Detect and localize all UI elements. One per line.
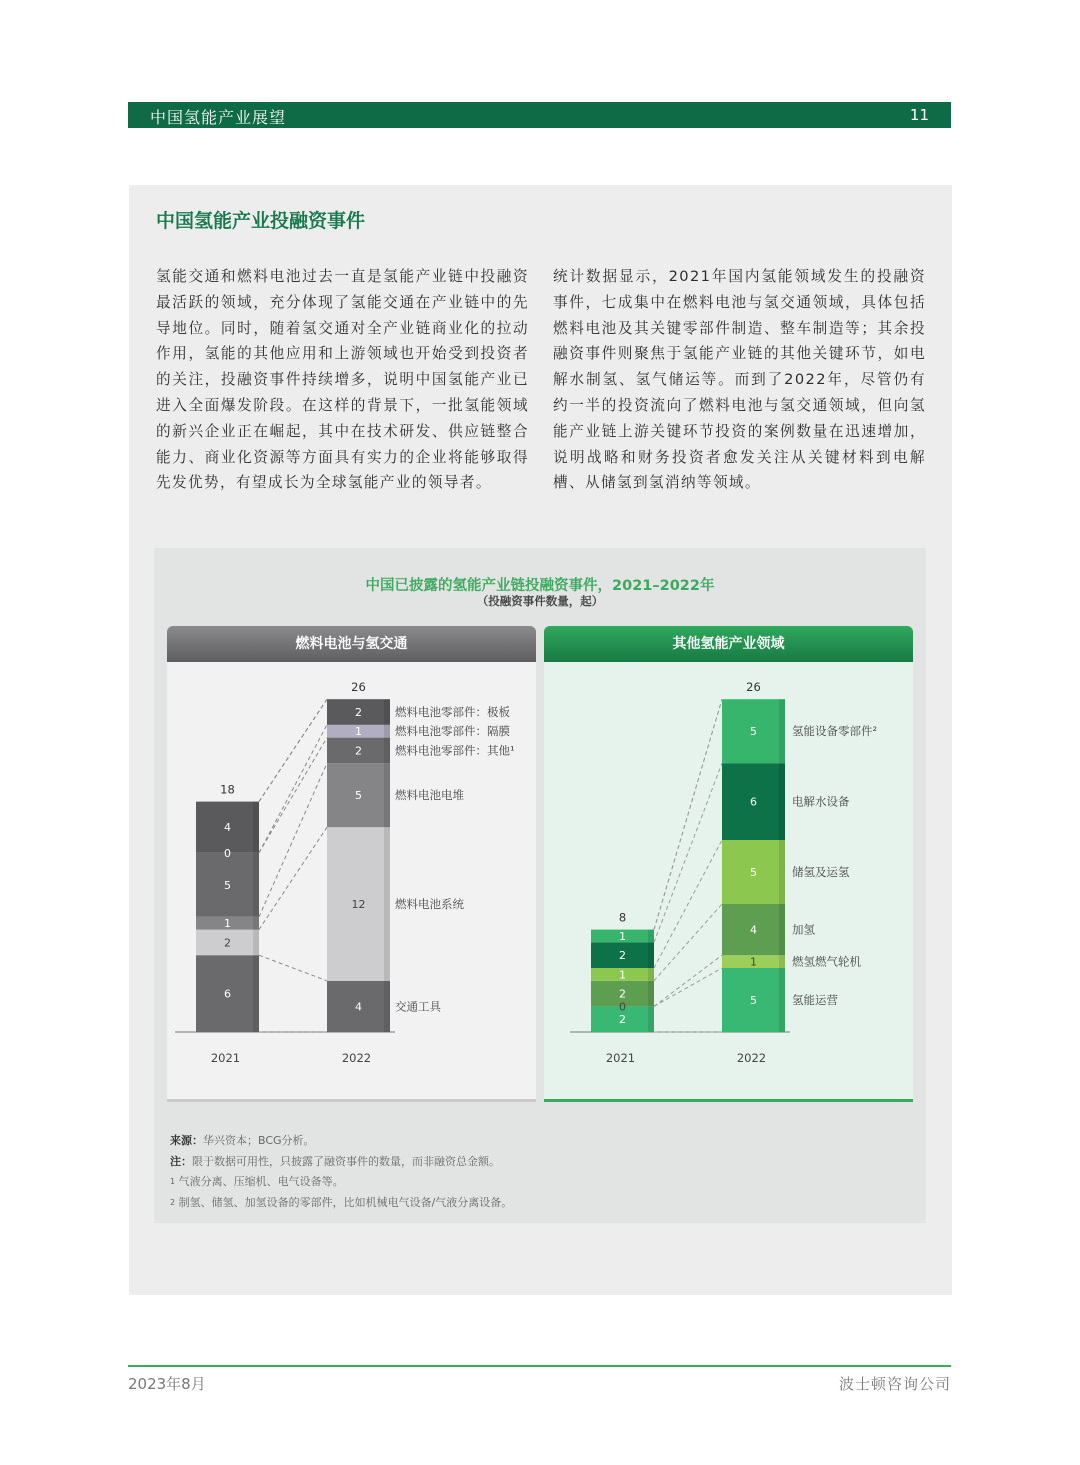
segment-value-label: 1 — [619, 930, 626, 943]
segment-value-label: 2 — [355, 744, 362, 758]
connector-line — [654, 955, 722, 1006]
bar-total-label: 18 — [220, 782, 235, 797]
segment-value-label: 5 — [750, 725, 757, 739]
chart-subtitle: （投融资事件数量，起） — [476, 594, 604, 608]
series-label: 燃料电池电堆 — [395, 788, 464, 803]
segment-value-label: 2 — [619, 987, 626, 1001]
source-note: 来源：华兴资本；BCG分析。 — [170, 1134, 315, 1147]
segment-value-label: 0 — [224, 846, 231, 860]
bar-segment-shade — [253, 802, 259, 853]
segment-value-label: 4 — [355, 1000, 362, 1014]
bar-total-label: 26 — [746, 680, 761, 695]
bar-segment-shade — [648, 1006, 654, 1032]
chart-notes — [170, 1131, 512, 1213]
series-label: 加氢 — [792, 922, 815, 937]
panel-title-fuel-cell: 燃料电池与氢交通 — [167, 626, 536, 662]
bar-segment-shade — [253, 853, 259, 917]
segment-value-label: 5 — [750, 866, 757, 879]
bar-segment-shade — [648, 981, 654, 1007]
segment-value-label: 2 — [619, 949, 626, 963]
segment-value-label: 2 — [224, 936, 231, 950]
series-label: 燃氢燃气轮机 — [792, 954, 861, 969]
segment-value-label: 1 — [224, 917, 231, 931]
paragraph-left: 氢能交通和燃料电池过去一直是氢能产业链中投融资最活跃的领域，充分体现了氢能交通在产业链中的先导地位。同时，随着氢交通对全产业链商业化的拉动作用，氢能的其他应用和上游领域也开始受到投资者的关注，投融资事件持续增多，说明中国氢能产业已进入全面爆发阶段。在这样的背景下，一批氢能领域的新兴企业正在崛起，其中在技术研发、供应链整合能力、商业化资源等方面具有实力的企业将能够取得先发优势，有望成长为全球氢能产业的领导者。 — [156, 268, 529, 492]
connector-line — [259, 725, 327, 853]
bar-segment-shade — [779, 840, 785, 904]
footer-date: 2023年8月 — [128, 1375, 206, 1393]
segment-value-label: 1 — [355, 725, 362, 739]
series-label: 燃料电池零部件：极板 — [395, 705, 510, 719]
segment-value-label: 6 — [750, 795, 757, 809]
series-label: 燃料电池系统 — [395, 897, 464, 911]
segment-value-label: 2 — [355, 706, 362, 719]
bar-segment-shade — [384, 981, 390, 1032]
segment-value-label: 2 — [619, 1013, 626, 1027]
section-title: 中国氢能产业投融资事件 — [156, 210, 366, 232]
paragraph-right: 统计数据显示，2021年国内氢能领域发生的投融资事件，七成集中在燃料电池与氢交通领域，具体包括燃料电池及其关键零部件制造、整车制造等；其余投融资事件则聚焦于氢能产业链的其他关键环节，如电解水制氢、氢气储运等。而到了2022年，尽管仍有约一半的投资流向了燃料电池与氢交通领域，但向氢能产业链上游关键环节投资的案例数量在迅速增加，说明战略和财务投资者愈发关注从关键材料到电解槽、从储氢到氢消纳等领域。 — [553, 268, 926, 492]
connector-line — [654, 968, 722, 1006]
bar-segment-shade — [384, 827, 390, 981]
bar-segment-shade — [648, 930, 654, 943]
series-label: 燃料电池零部件：隔膜 — [395, 724, 510, 739]
bar-total-label: 8 — [618, 910, 627, 925]
category-label: 2022 — [341, 1051, 372, 1065]
bar-segment-shade — [779, 699, 785, 763]
bar-segment-shade — [384, 738, 390, 764]
segment-value-label: 6 — [224, 987, 231, 1001]
segment-value-label: 5 — [224, 878, 231, 892]
bar-segment-shade — [253, 917, 259, 930]
connector-line — [259, 738, 327, 853]
bar-segment-shade — [779, 904, 785, 955]
bar-segment-shade — [779, 763, 785, 840]
data-note: 注：限于数据可用性，只披露了融资事件的数量，而非融资总金额。 — [170, 1154, 500, 1168]
category-label: 2022 — [736, 1051, 767, 1065]
page-number: 11 — [909, 106, 929, 124]
segment-value-label: 4 — [750, 923, 757, 937]
footnote-1: $^1$ 气液分离、压缩机、电气设备等。 — [170, 1175, 344, 1188]
segment-value-label: 5 — [355, 789, 362, 803]
connector-line — [259, 763, 327, 917]
bar-segment-shade — [384, 763, 390, 827]
bar-segment-shade — [253, 930, 259, 956]
chart-title: 中国已披露的氢能产业链投融资事件，2021–2022年 — [365, 578, 715, 594]
bar-segment-shade — [779, 968, 785, 1032]
category-label: 2021 — [210, 1051, 241, 1065]
bar-segment-shade — [384, 725, 390, 738]
bar-total-label: 26 — [351, 680, 366, 695]
segment-value-label: 4 — [224, 821, 231, 835]
segment-value-label: 0 — [619, 1000, 626, 1014]
series-label: 电解水设备 — [792, 794, 850, 809]
connector-line — [259, 827, 327, 929]
segment-value-label: 12 — [351, 898, 366, 911]
series-label: 交通工具 — [395, 999, 441, 1014]
series-label: 氢能运营 — [792, 993, 838, 1007]
report-title: 中国氢能产业展望 — [150, 108, 287, 127]
bar-segment-shade — [384, 699, 390, 725]
series-label: 燃料电池零部件：其他¹ — [395, 743, 515, 758]
bar-segment-shade — [779, 955, 785, 968]
bar-segment-shade — [253, 955, 259, 1032]
segment-value-label: 1 — [750, 955, 757, 969]
connector-line — [654, 699, 722, 929]
footer-divider — [128, 1365, 951, 1367]
connector-line — [654, 840, 722, 968]
footnote-2: $^2$ 制氢、储氢、加氢设备的零部件，比如机械电气设备/气液分离设备。 — [170, 1195, 513, 1209]
connector-line — [259, 955, 327, 981]
footer-company: 波士顿咨询公司 — [838, 1375, 951, 1393]
panel-title-other: 其他氢能产业领域 — [544, 626, 913, 662]
segment-value-label: 5 — [750, 994, 757, 1007]
bar-segment-shade — [648, 968, 654, 981]
segment-value-label: 1 — [619, 968, 626, 982]
bar-segment-shade — [648, 942, 654, 968]
series-label: 储氢及运氢 — [792, 865, 850, 879]
category-label: 2021 — [605, 1051, 636, 1065]
series-label: 氢能设备零部件² — [792, 724, 878, 739]
